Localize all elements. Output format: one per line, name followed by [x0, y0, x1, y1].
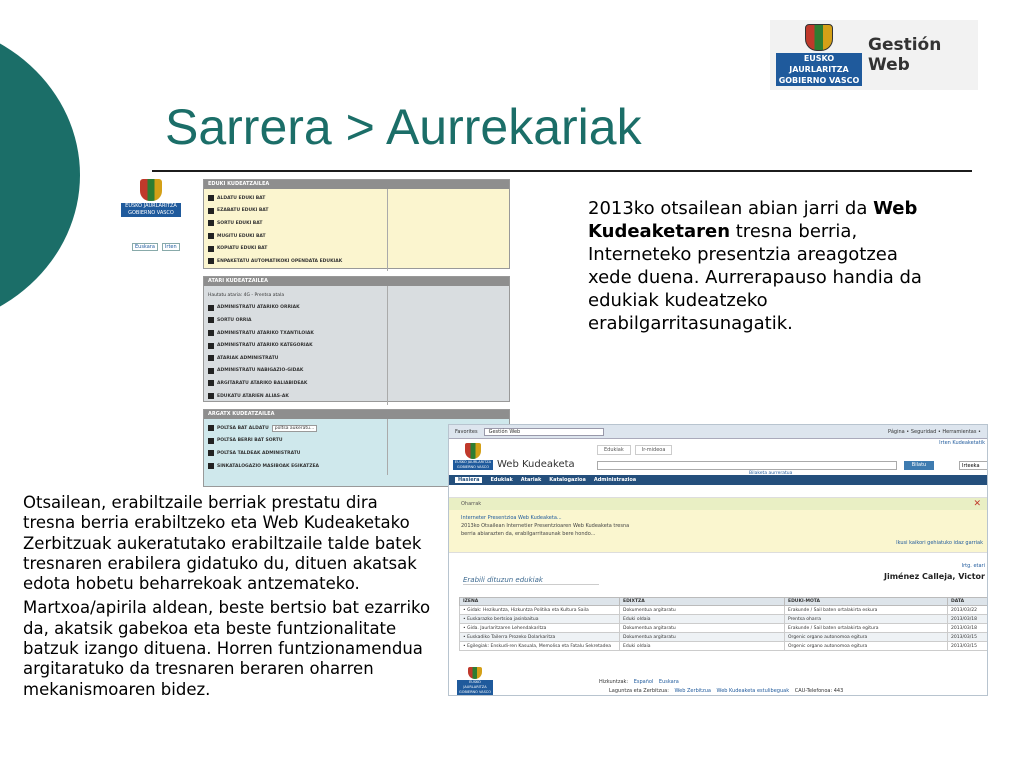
play-icon — [208, 355, 214, 361]
play-icon — [208, 450, 214, 456]
play-icon — [208, 343, 214, 349]
play-icon — [208, 368, 214, 374]
title-divider — [152, 170, 972, 172]
nav-katalogazioa[interactable]: Katalogazioa — [549, 477, 586, 483]
play-icon — [208, 438, 214, 444]
app-logo: EUSKO JAURLARITZA GOBIERNO VASCO — [453, 443, 493, 473]
panel-header: ATARI KUDEATZAILEA — [204, 277, 509, 286]
shield-band: EUSKO JAURLARITZA GOBIERNO VASCO — [776, 53, 862, 86]
footer-link-guides[interactable]: Web Kudeaketa estulibeguak — [716, 688, 790, 694]
menu-item[interactable]: POLTSA TALDEAK ADMINISTRATU — [208, 447, 383, 460]
search-button[interactable]: Bilatu — [904, 461, 934, 470]
content-manager-panel — [203, 179, 510, 269]
table-row[interactable]: • Euskadiko Tailerra Prozeko Dolarkaritza Dokumentua argitaratu Orgenic organo autonomoa egitura 2013/03/15 — [460, 633, 989, 642]
menu-item[interactable]: POLTSA BERRI BAT SORTU — [208, 435, 383, 448]
nav-administrazioa[interactable]: Administrazioa — [593, 477, 637, 483]
menu-item[interactable]: SORTU ORRIA — [208, 314, 383, 327]
exit-button[interactable]: Irteeka — [959, 461, 988, 470]
table-row[interactable]: • Euskarazko bertsioa jasinbaitua Eduki oldaia Prentsa oharra 2013/03/18 — [460, 615, 989, 624]
play-icon — [208, 463, 214, 469]
intro-paragraph: 2013ko otsailean abian jarri da Web Kudeaketaren tresna berria, Interneteko presentzia areagotzea xede duena. Aurrerapauso handia da edukiak kudeatzeko erabilgarritasunagatik. — [588, 198, 922, 334]
menu-item[interactable]: ARGITARATU ATARIKO BALIABIDEAK — [208, 377, 383, 390]
app-header — [449, 439, 987, 475]
menu-item[interactable]: MUGITU EDUKI BAT — [208, 230, 383, 243]
bag-select[interactable]: poltsa aukeratu... — [272, 425, 318, 432]
play-icon — [208, 380, 214, 386]
col-data[interactable]: DATA — [948, 598, 989, 606]
recent-section — [449, 553, 987, 587]
menu-item[interactable]: ATARIAK ADMINISTRATU — [208, 352, 383, 365]
recent-contents-table — [459, 597, 988, 651]
paragraph-1: Otsailean, erabiltzaile berriak prestatu dira tresna berria erabiltzeko eta Web Kudeaketako Zerbitzuak aukeratutako erabiltzaile talde batek tresnaren erabilera gidatuko du, dituen akatsak edota hobetu beharrekoak antzemateko. — [23, 493, 422, 594]
paragraph-2: Martxoa/apirila aldean, beste bertsio bat ezarriko da, akatsik gabekoa eta beste funtzionalitate batzuk izango dituena. Horren funtzionamendua argitaratuko da tresnaren beraren oharren mekanismoaren bidez. — [23, 598, 431, 699]
scope-edukiak[interactable]: Edukiak — [597, 445, 631, 455]
footer-link-euskara[interactable]: Euskara — [658, 679, 679, 685]
col-egitza[interactable]: EDIXTZA — [620, 598, 785, 606]
notices-box: Oharrak ✕ Interneter Presentzioa Web Kudeaketa... 2013ko Otsailean Internetier Presentzioaren Web Kudeaketa tresna berria abiarazten da, erabilgarritasunak bere hondo... Ikusi kaikori gehiatuko idaz garriak — [449, 497, 987, 553]
logout-link[interactable]: Irten Kudeaketatik — [939, 440, 985, 446]
user-name: Jiménez Calleja, Victor — [884, 572, 985, 581]
play-icon — [208, 195, 214, 201]
shot1-link-euskara[interactable]: Euskara — [132, 243, 158, 251]
table-row[interactable]: • Egilegiak: Enskudi-ren Kasuala, Memolisa eta Fatalu Sekretadea Eduki oldaia Orgenic organo autonomoa egitura 2013/03/15 — [460, 642, 989, 651]
logo-text: Gestión Web — [868, 35, 942, 75]
favorites-button[interactable]: Favorites — [455, 428, 478, 435]
coat-of-arms-icon — [140, 179, 162, 201]
footer-help: Laguntza eta Zerbitzua: Web Zerbitzua Web Kudeaketa estulibeguak CAU-Telefonoa: 443 — [609, 688, 844, 694]
web-kudeaketa-screenshot — [448, 424, 988, 696]
play-icon — [208, 220, 214, 226]
coat-of-arms-icon — [468, 667, 482, 679]
tool-name: Web Kudeaketaren — [588, 198, 918, 242]
nav-hasiera[interactable]: Hasiera — [455, 477, 482, 483]
footer-languages: Hizkuntzak: Español Euskara — [599, 679, 679, 685]
menu-item[interactable]: EDUKATU ATARIEN ALIAS-AK — [208, 390, 383, 403]
eusko-jaurlaritza-shield — [776, 24, 862, 86]
search-scope — [597, 445, 672, 455]
menu-item[interactable]: SORTU EDUKI BAT — [208, 217, 383, 230]
play-icon — [208, 233, 214, 239]
col-izena[interactable]: IZENA — [460, 598, 620, 606]
menu-item[interactable]: KOPIATU EDUKI BAT — [208, 242, 383, 255]
browser-tab[interactable]: Gestión Web — [484, 428, 604, 436]
menu-item[interactable]: ALDATU EDUKI BAT — [208, 192, 383, 205]
recent-title: Erabili dituzun edukiak — [463, 576, 599, 585]
app-footer — [449, 663, 988, 696]
coat-of-arms-icon — [465, 443, 481, 459]
table-row[interactable]: • Gida. Jaurlaritzaren Lehendakaritza Dokumentua argitaratu Erakunde / Sail baten ortalakirta egitura 2013/03/18 — [460, 624, 989, 633]
menu-item[interactable]: ADMINISTRATU ATARIKO KATEGORIAK — [208, 339, 383, 352]
slide-title: Sarrera > Aurrekariak — [165, 99, 642, 155]
all-notices-link[interactable]: Ikusi kaikori gehiatuko idaz garriak — [896, 540, 983, 546]
menu-item[interactable]: ADMINISTRATU NABIGAZIO-GIDAK — [208, 365, 383, 378]
portal-select[interactable]: Hautatu ataria: 4G - Prentsa atala — [208, 292, 285, 298]
app-title: Web Kudeaketa — [497, 459, 575, 470]
panel-header: ARGATX KUDEATZAILEA — [204, 410, 509, 419]
play-icon — [208, 208, 214, 214]
play-icon — [208, 305, 214, 311]
play-icon — [208, 330, 214, 336]
coat-of-arms-icon — [805, 24, 833, 51]
menu-item[interactable]: ADMINISTRATU ATARIKO TXANTILOIAK — [208, 327, 383, 340]
main-nav — [449, 475, 987, 485]
browser-toolbar — [449, 425, 987, 439]
shot1-logo: EUSKO JAURLARITZA GOBIERNO VASCO — [120, 179, 182, 227]
col-eduki-mota[interactable]: EDUKI-MOTA — [785, 598, 948, 606]
play-icon — [208, 425, 214, 431]
browser-menu[interactable]: Página • Seguridad • Herramientas • — [888, 428, 981, 435]
footer-link-web-zerbitzua[interactable]: Web Zerbitzua — [674, 688, 711, 694]
search-input[interactable] — [597, 461, 897, 470]
play-icon — [208, 393, 214, 399]
menu-item[interactable]: POLTSA BAT ALDATU poltsa aukeratu... — [208, 422, 383, 435]
gestion-web-logo — [770, 20, 978, 90]
menu-item[interactable]: EZABATU EDUKI BAT — [208, 205, 383, 218]
shot1-links — [132, 243, 180, 251]
notices-header: Oharrak — [449, 498, 987, 510]
body-text — [23, 493, 433, 700]
advanced-search-link[interactable]: Bilaketa aurreratua — [749, 471, 793, 476]
footer-phone: CAU-Telefonoa: 443 — [794, 688, 844, 694]
decorative-circle-dark — [0, 20, 80, 330]
nav-edukiak[interactable]: Edukiak — [490, 477, 513, 483]
play-icon — [208, 258, 214, 264]
nav-atariak[interactable]: Atariak — [520, 477, 542, 483]
menu-item[interactable]: ENPAKETATU AUTOMATIKOKI OPENDATA EDUKIAK — [208, 255, 383, 268]
table-row[interactable]: • Gidak: Hezikuntza, Hizkuntza Politika eta Kultura Saila Dokumentua argitaratu Erakunde / Sail baten ortalakirta eskura 2013/03/22 — [460, 606, 989, 615]
exit-link[interactable]: Irtg. etari — [961, 563, 985, 569]
scope-web[interactable]: Ir-mideoa — [635, 445, 673, 455]
shot1-link-irten[interactable]: Irten — [162, 243, 180, 251]
footer-link-espanol[interactable]: Español — [633, 679, 654, 685]
footer-logo: EUSKO JAURLARITZA GOBIERNO VASCO — [455, 667, 495, 695]
notice-link[interactable]: Interneter Presentzioa Web Kudeaketa... — [461, 515, 562, 521]
play-icon — [208, 246, 214, 252]
panel-header: EDUKI KUDEATZAILEA — [204, 180, 509, 189]
close-icon[interactable]: ✕ — [973, 499, 981, 509]
portal-manager-panel — [203, 276, 510, 402]
menu-item[interactable]: ADMINISTRATU ATARIKO ORRIAK — [208, 302, 383, 315]
play-icon — [208, 317, 214, 323]
menu-item[interactable]: SINKATALOGAZIO MASIBOAK EGIKATZEA — [208, 460, 383, 473]
